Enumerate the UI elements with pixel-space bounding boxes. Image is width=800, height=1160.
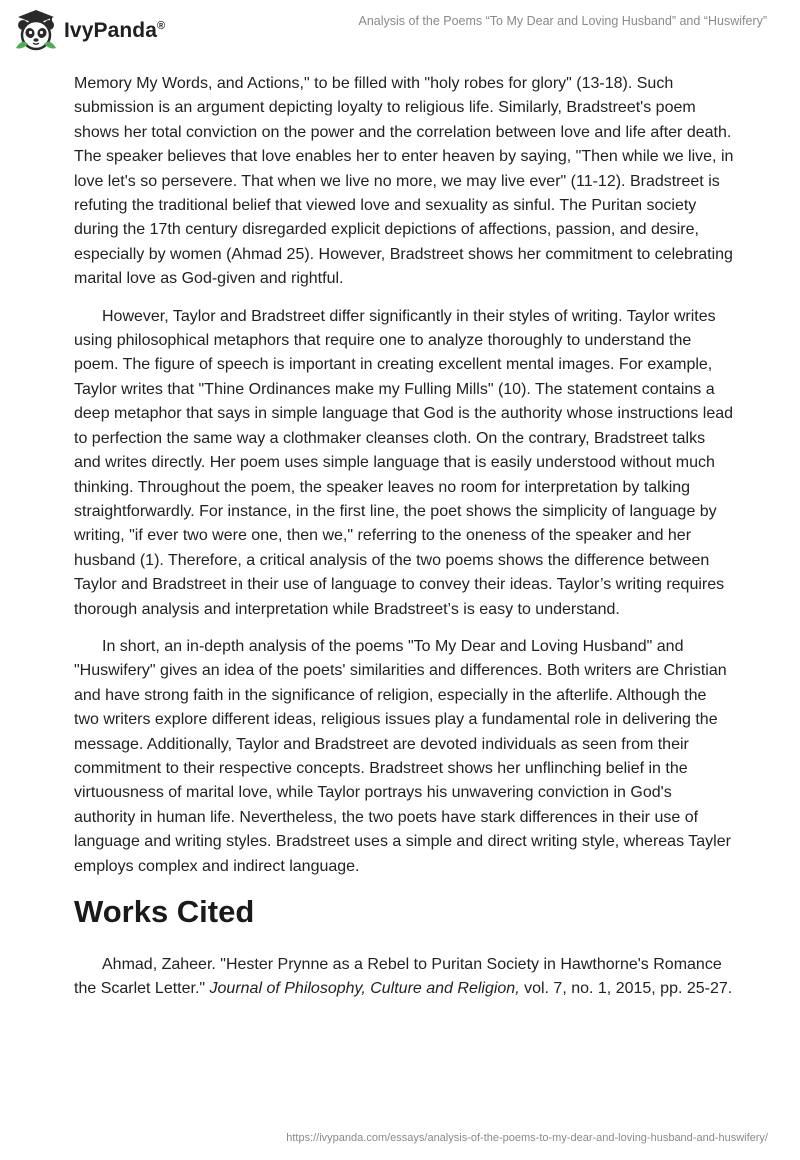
panda-logo-icon — [14, 8, 58, 52]
page-header — [0, 0, 800, 64]
paragraph-2: However, Taylor and Bradstreet differ significantly in their styles of writing. Taylor writes using philosophical metaphors that require one to analyze thoroughly to understand the poem. The figure of speech is important in creating excellent mental images. For example, Taylor writes that "Thine Ordinances make my Fulling Mills" (10). The statement contains a deep metaphor that says in simple language that God is the authority whose instructions lead to perfection the same way a clothmaker cleanses cloth. On the contrary, Bradstreet talks and writes directly. Her poem uses simple language that is easily understood without much thinking. Throughout the poem, the speaker leaves no room for interpretation by talking straightforwardly. For instance, in the first line, the poet shows the simplicity of language by writing, "if ever two were one, then we," referring to the oneness of the speaker and her husband (1). Therefore, a critical analysis of the two poems shows the difference between Taylor and Bradstreet in their use of language to convey their ideas. Taylor’s writing requires thorough analysis and interpretation while Bradstreet’s is easy to understand. — [74, 307, 734, 618]
citation-entry — [74, 953, 734, 1002]
logo[interactable] — [14, 8, 165, 52]
document-title: Analysis of the Poems “To My Dear and Loving Husband” and “Huswifery” — [358, 14, 767, 28]
essay-body — [74, 72, 734, 1015]
citation-journal: Journal of Philosophy, Culture and Religion, — [209, 980, 520, 998]
paragraph-3: In short, an in-depth analysis of the poems "To My Dear and Loving Husband" and "Huswifery" gives an idea of the poets' similarities and differences. Both writers are Christian and have strong faith in the significance of religion, especially in the afterlife. Although the two writers explore different ideas, religious issues play a fundamental role in delivering the message. Additionally, Taylor and Bradstreet are devoted individuals as seen from their commitment to their respective concepts. Bradstreet shows her unflinching belief in the virtuousness of marital love, while Taylor portrays his unwavering conviction in God's authority in human life. Nevertheless, the two poets have stark differences in their use of language and writing styles. Bradstreet uses a simple and direct writing style, whereas Tayler employs complex and indirect language. — [74, 637, 731, 875]
citation-prefix: Ahmad, Zaheer. "Hester Prynne as a Rebel to Puritan Society in Hawthorne's Romance the Scarlet Letter." — [74, 956, 722, 998]
brand-name: IvyPanda® — [64, 19, 166, 42]
source-url[interactable]: https://ivypanda.com/essays/analysis-of-the-poems-to-my-dear-and-loving-husband-and-huswifery/ — [286, 1132, 768, 1144]
citation-suffix: vol. 7, no. 1, 2015, pp. 25-27. — [519, 980, 733, 998]
paragraph-1: Memory My Words, and Actions," to be filled with "holy robes for glory" (13-18). Such submission is an argument depicting loyalty to religious life. Similarly, Bradstreet's poem shows her total conviction on the power and the correlation between love and life after death. The speaker believes that love enables her to enter heaven by saying, "Then while we live, in love let's so persevere. That when we live no more, we may live ever" (11-12). Bradstreet is refuting the traditional belief that viewed love and sexuality as sinful. The Puritan society during the 17th century disregarded explicit depictions of affections, passion, and desire, especially by women (Ahmad 25). However, Bradstreet shows her commitment to celebrating marital love as God-given and rightful. — [74, 75, 734, 288]
works-cited-heading: Works Cited — [74, 894, 255, 929]
